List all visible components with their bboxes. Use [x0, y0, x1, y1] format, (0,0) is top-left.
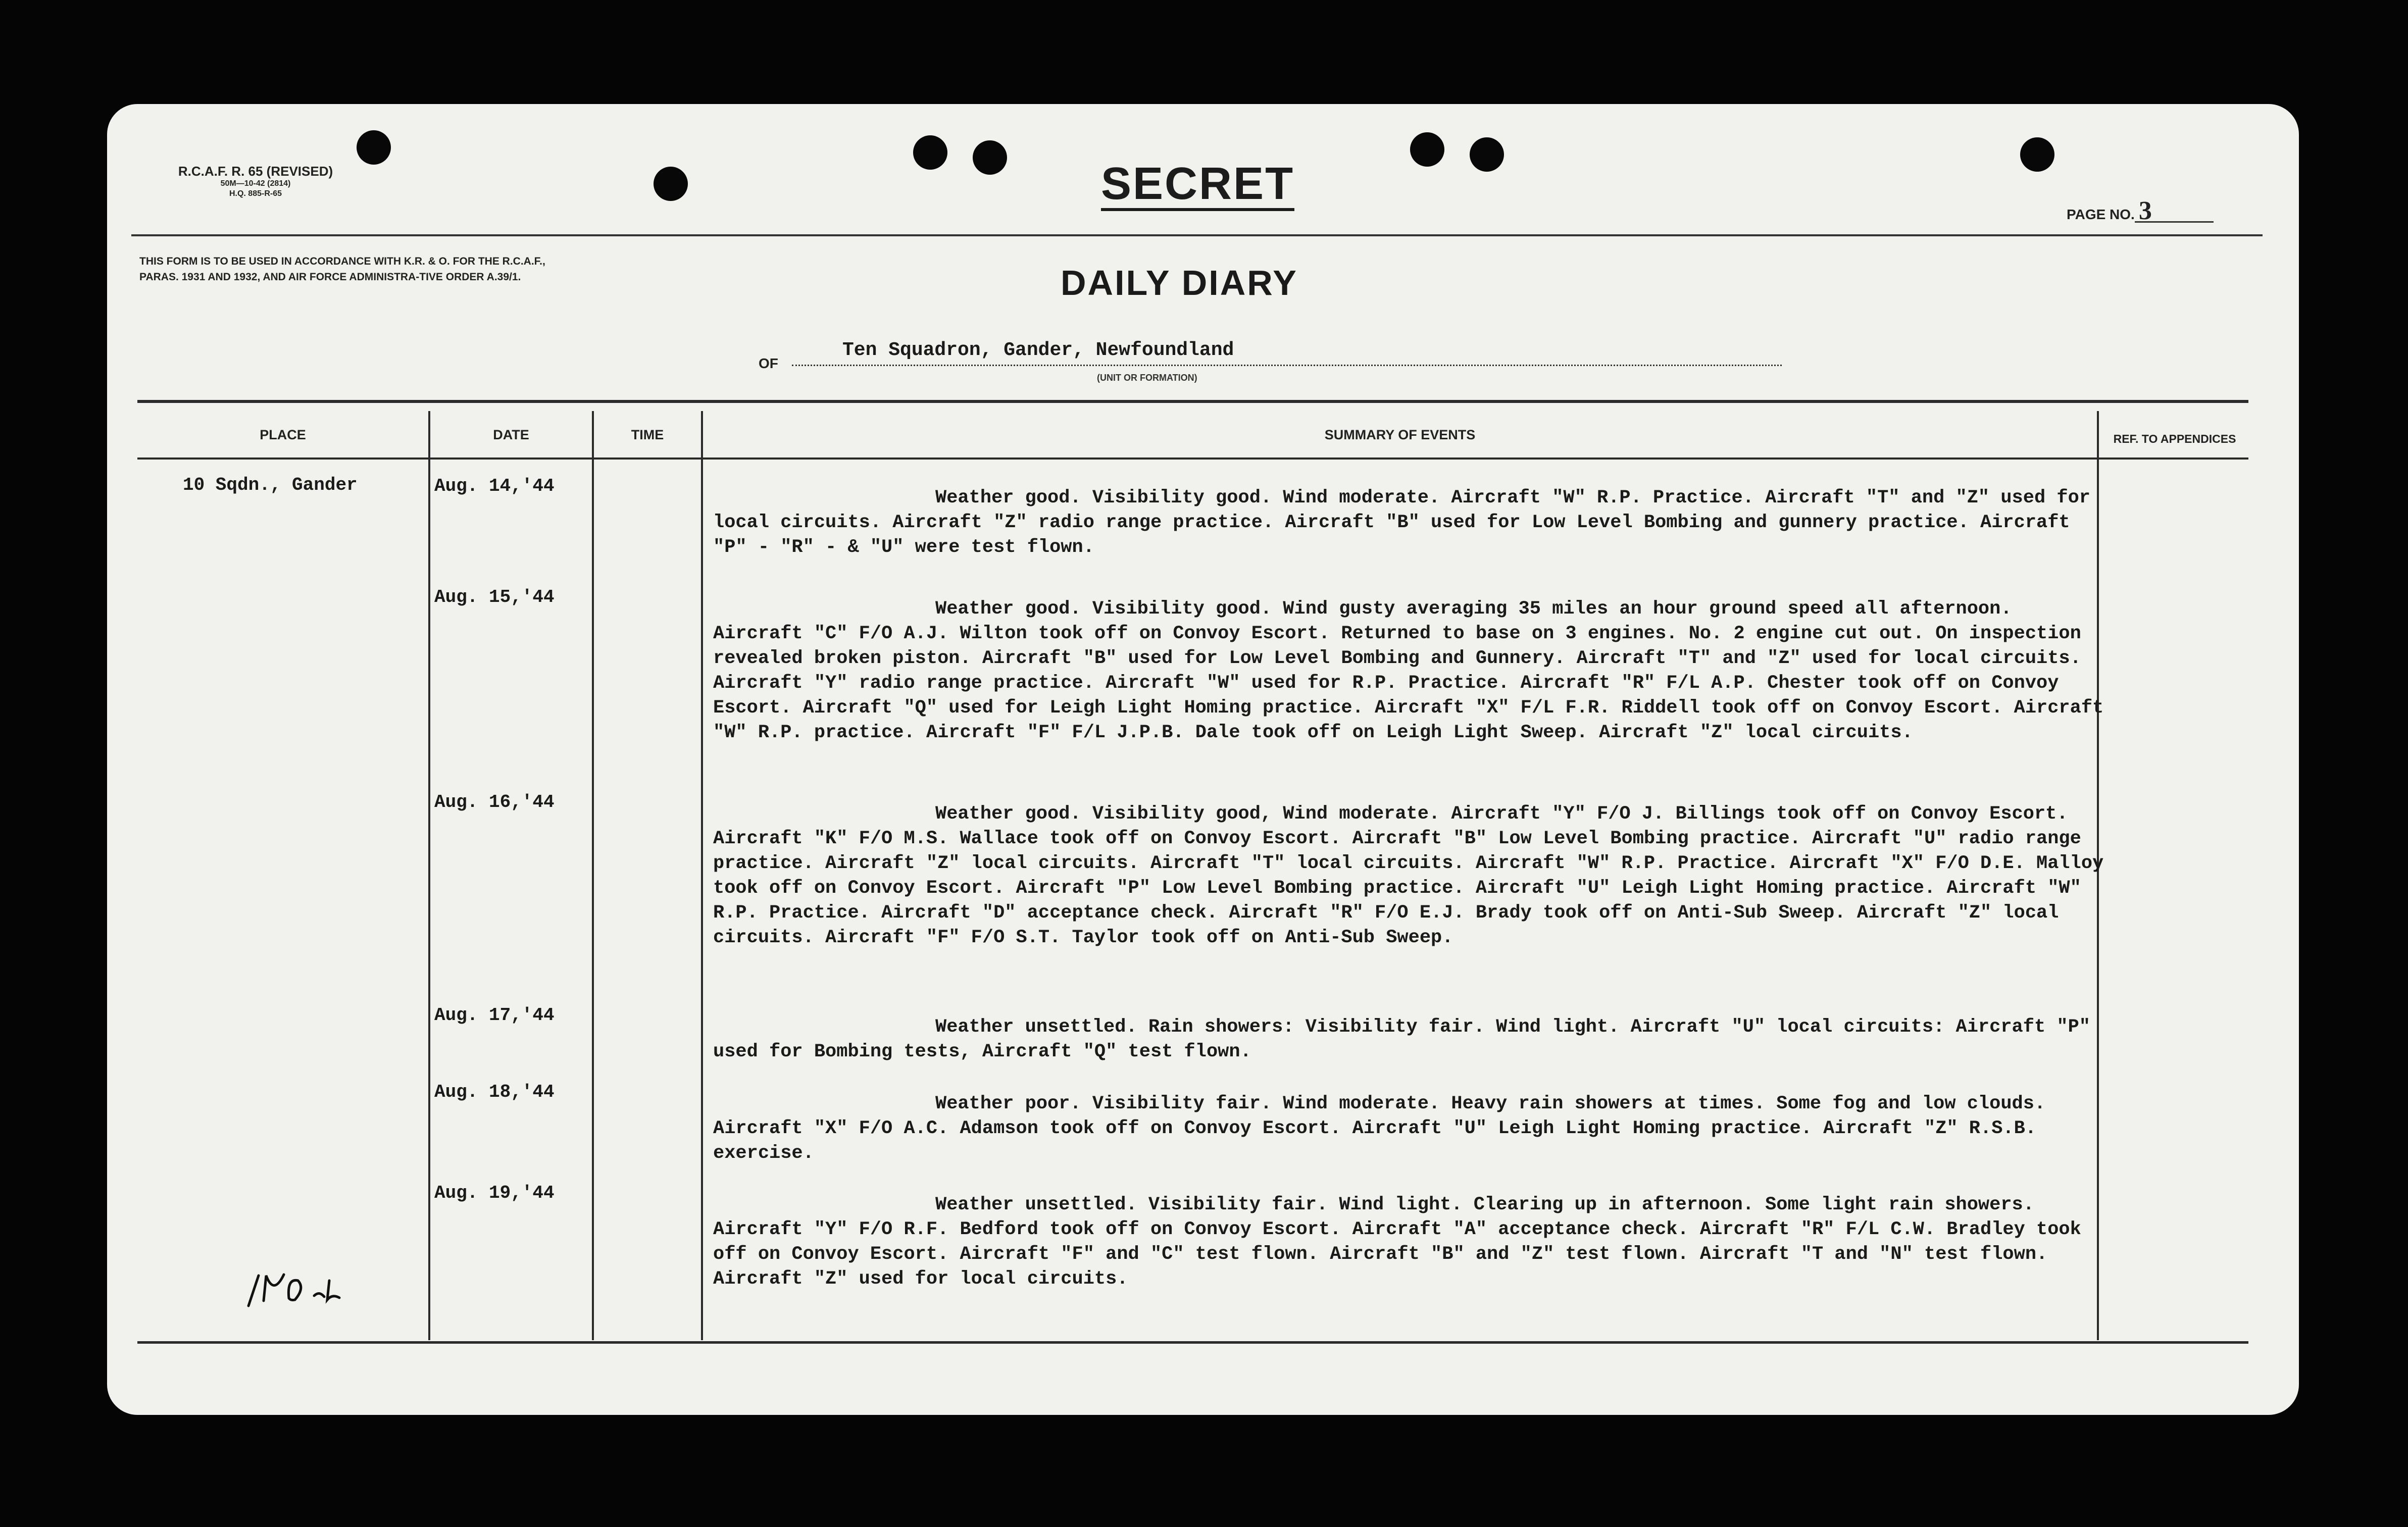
place-cell: 10 Sqdn., Gander [183, 475, 358, 495]
page-title: DAILY DIARY [1061, 263, 1298, 302]
handwritten-signature [238, 1260, 390, 1316]
entry-date: Aug. 14,'44 [434, 476, 555, 496]
entry-date: Aug. 19,'44 [434, 1183, 555, 1203]
column-header-appendices: REF. TO APPENDICES [2113, 432, 2236, 445]
punch-hole [357, 130, 391, 165]
page-number-value: 3 [2135, 201, 2214, 223]
table-top-rule [137, 400, 2248, 403]
column-header-time: TIME [631, 427, 664, 442]
punch-hole [1470, 137, 1504, 172]
entry-summary: Weather good. Visibility good. Wind gusty averaging 35 miles an hour ground speed all afternoon. Aircraft "C" F/O A.J. Wilton took off on Convoy Escort. Returned to base on 3 engines. No. 2 engine cut out. On inspection revealed broken piston. Aircraft "B" used for Low Level Bombing and Gunnery. Aircraft "T" and "Z" used for local circuits. Aircraft "Y" radio range practice. Aircraft "W" used for R.P. Practice. Aircraft "R" F/L A.P. Chester took off on Convoy Escort. Aircraft "Q" used for Leigh Light Homing practice. Aircraft "X" F/L F.R. Riddell took off on Convoy Escort. Aircraft "W" R.P. practice. Aircraft "F" F/L J.P.B. Dale took off on Leigh Light Sweep. Aircraft "Z" local circuits. [713, 598, 2104, 743]
entry-summary: Weather unsettled. Visibility fair. Wind light. Clearing up in afternoon. Some light rain showers. Aircraft "Y" F/O R.F. Bedford took off on Convoy Escort. Aircraft "A" acceptance check. Aircraft "R" F/L C.W. Bradley took off on Convoy Escort. Aircraft "F" and "C" test flown. Aircraft "B" and "Z" test flown. Aircraft "T and "N" test flown. Aircraft "Z" used for local circuits. [713, 1194, 2081, 1290]
punch-hole [973, 140, 1007, 175]
entry-date: Aug. 15,'44 [434, 587, 555, 607]
header-divider [131, 234, 2263, 236]
entry-date: Aug. 16,'44 [434, 792, 555, 812]
entry-date: Aug. 17,'44 [434, 1005, 555, 1026]
entry-summary: Weather good. Visibility good. Wind moderate. Aircraft "W" R.P. Practice. Aircraft "T" and "Z" used for local circuits. Aircraft "Z" radio range practice. Aircraft "B" used for Low Level Bombing and gunnery practice. Aircraft "P" - "R" - & "U" were test flown. [713, 487, 2090, 558]
table-bottom-rule [137, 1341, 2248, 1344]
page-number-field [2067, 196, 2214, 225]
usage-note: THIS FORM IS TO BE USED IN ACCORDANCE WITH K.R. & O. FOR THE R.C.A.F., PARAS. 1931 AND 1932, AND AIR FORCE ADMINISTRA-TIVE ORDER A.39/1. [139, 256, 545, 283]
entry-summary: Weather poor. Visibility fair. Wind moderate. Heavy rain showers at times. Some fog and low clouds. Aircraft "X" F/O A.C. Adamson took off on Convoy Escort. Aircraft "U" Leigh Light Homing practice. Aircraft "Z" R.S.B. exercise. [713, 1093, 2046, 1164]
unit-field: Ten Squadron, Gander, Newfoundland [792, 336, 1782, 366]
form-hq-code: H.Q. 885-R-65 [229, 189, 282, 198]
form-print-code: 50M—10-42 (2814) [220, 179, 291, 188]
entry-summary: Weather unsettled. Rain showers: Visibility fair. Wind light. Aircraft "U" local circuits: Aircraft "P" used for Bombing tests, Aircraft "Q" test flown. [713, 1016, 2090, 1062]
punch-hole [1410, 132, 1444, 167]
entry-summary: Weather good. Visibility good, Wind moderate. Aircraft "Y" F/O J. Billings took off on Convoy Escort. Aircraft "K" F/O M.S. Wallace took off on Convoy Escort. Aircraft "B" Low Level Bombing practice. Aircraft "U" radio range practice. Aircraft "Z" local circuits. Aircraft "T" local circuits. Aircraft "W" R.P. Practice. Aircraft "X" F/O D.E. Malloy took off on Convoy Escort. Aircraft "P" Low Level Bombing practice. Aircraft "U" Leigh Light Homing practice. Aircraft "W" R.P. Practice. Aircraft "D" acceptance check. Aircraft "R" F/O E.J. Brady took off on Anti-Sub Sweep. Aircraft "Z" local circuits. Aircraft "F" F/O S.T. Taylor took off on Anti-Sub Sweep. [713, 803, 2104, 948]
punch-hole [913, 135, 947, 170]
of-label: OF [759, 355, 778, 371]
diary-form [107, 104, 2299, 1415]
table-header-rule [137, 457, 2248, 460]
punch-hole [654, 167, 688, 201]
column-header-summary: SUMMARY OF EVENTS [1324, 427, 1476, 442]
page-number-label: PAGE NO. [2067, 207, 2135, 222]
classification-heading: SECRET [1101, 160, 1294, 211]
column-header-date: DATE [493, 427, 529, 442]
form-identifier [149, 164, 362, 199]
column-header-place: PLACE [260, 427, 306, 442]
entry-date: Aug. 18,'44 [434, 1082, 555, 1102]
form-number: R.C.A.F. R. 65 (REVISED) [178, 164, 333, 179]
column-divider [592, 411, 594, 1340]
column-divider [701, 411, 703, 1340]
column-divider [428, 411, 430, 1340]
unit-caption: (UNIT OR FORMATION) [1097, 373, 1197, 383]
punch-hole [2020, 137, 2054, 172]
